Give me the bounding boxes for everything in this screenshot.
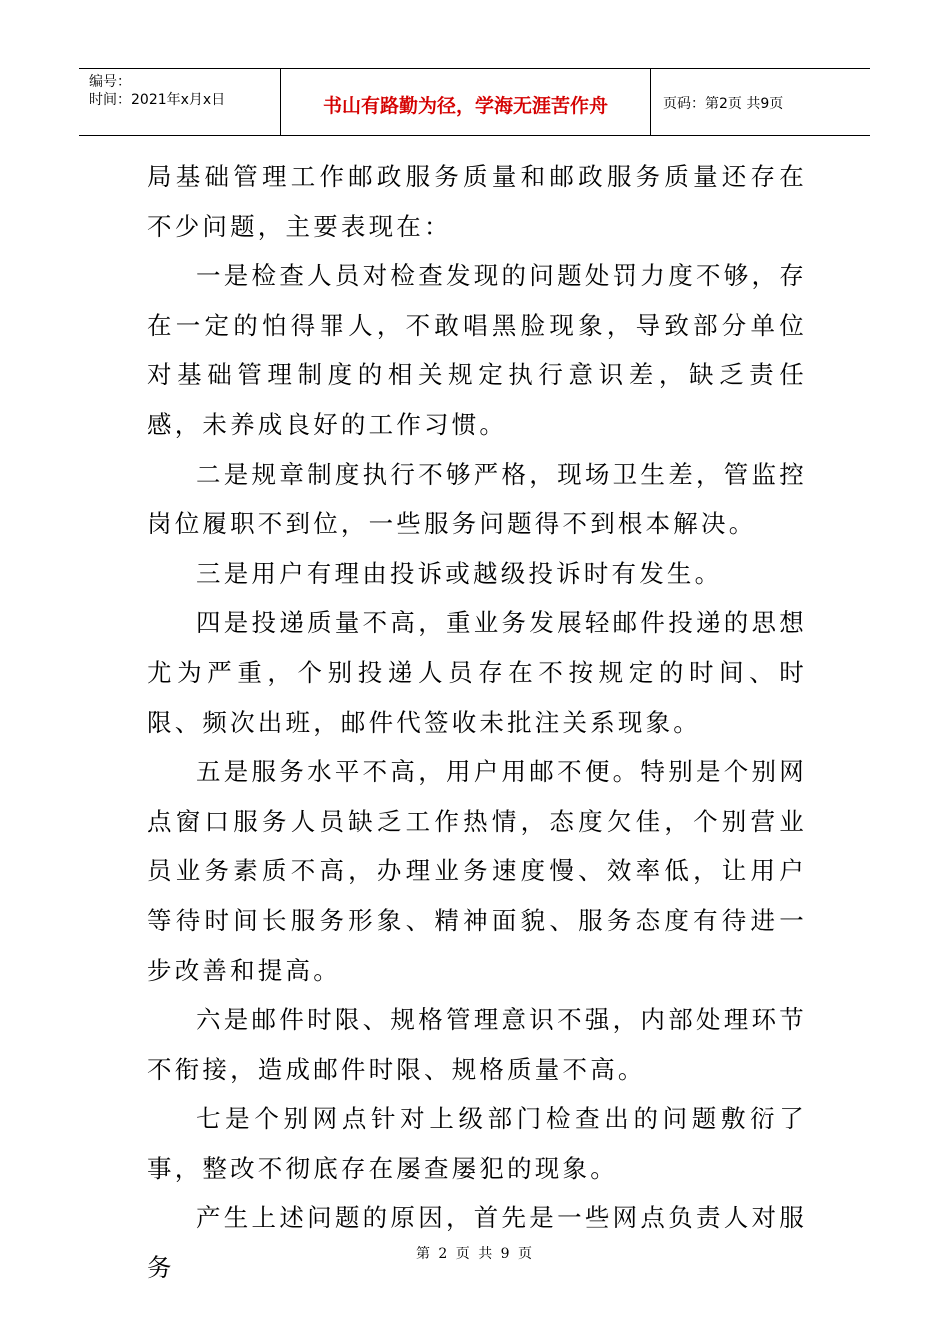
- page-footer: 第 2 页 共 9 页: [415, 1246, 535, 1262]
- paragraph-item-1: 一是检查人员对检查发现的问题处罚力度不够，存在一定的怕得罪人，不敢唱黑脸现象，导致部分单位对基础管理制度的相关规定执行意识差，缺乏责任感，未养成良好的工作习惯。: [147, 261, 807, 439]
- header-page-info: 页码：第2页 共9页: [663, 96, 784, 112]
- header-meta: [79, 69, 281, 135]
- paragraph-item-3: 三是用户有理由投诉或越级投诉时有发生。: [196, 558, 723, 588]
- document-number-label: 编号：: [89, 74, 131, 90]
- paragraph-item-5: 五是服务水平不高，用户用邮不便。特别是个别网点窗口服务人员缺乏工作热情，态度欠佳，个别营业员业务素质不高，办理业务速度慢、效率低，让用户等待时间长服务形象、精神面貌、服务态度有待进一步改善和提高。: [147, 757, 807, 985]
- paragraph-item-7: 七是个别网点针对上级部门检查出的问题敷衍了事，整改不彻底存在屡查屡犯的现象。: [147, 1104, 807, 1183]
- paragraph-causes: 产生上述问题的原因，首先是一些网点负责人对服务: [147, 1203, 807, 1283]
- paragraph-item-6: 六是邮件时限、规格管理意识不强，内部处理环节不衔接，造成邮件时限、规格质量不高。: [147, 1005, 807, 1084]
- paragraph-item-2: 二是规章制度执行不够严格，现场卫生差，管监控岗位履职不到位，一些服务问题得不到根本解决。: [147, 459, 807, 539]
- page-header: [79, 68, 870, 136]
- header-motto: 书山有路勤为径，学海无涯苦作舟: [281, 69, 651, 135]
- document-body: [147, 152, 807, 1293]
- paragraph-continuation: 局基础管理工作邮政服务质量和邮政服务质量还存在不少问题，主要表现在：: [147, 162, 807, 241]
- paragraph-item-4: 四是投递质量不高，重业务发展轻邮件投递的思想尤为严重，个别投递人员存在不按规定的时间、时限、频次出班，邮件代签收未批注关系现象。: [147, 608, 807, 737]
- document-time-label: 时间：2021年x月x日: [89, 92, 226, 108]
